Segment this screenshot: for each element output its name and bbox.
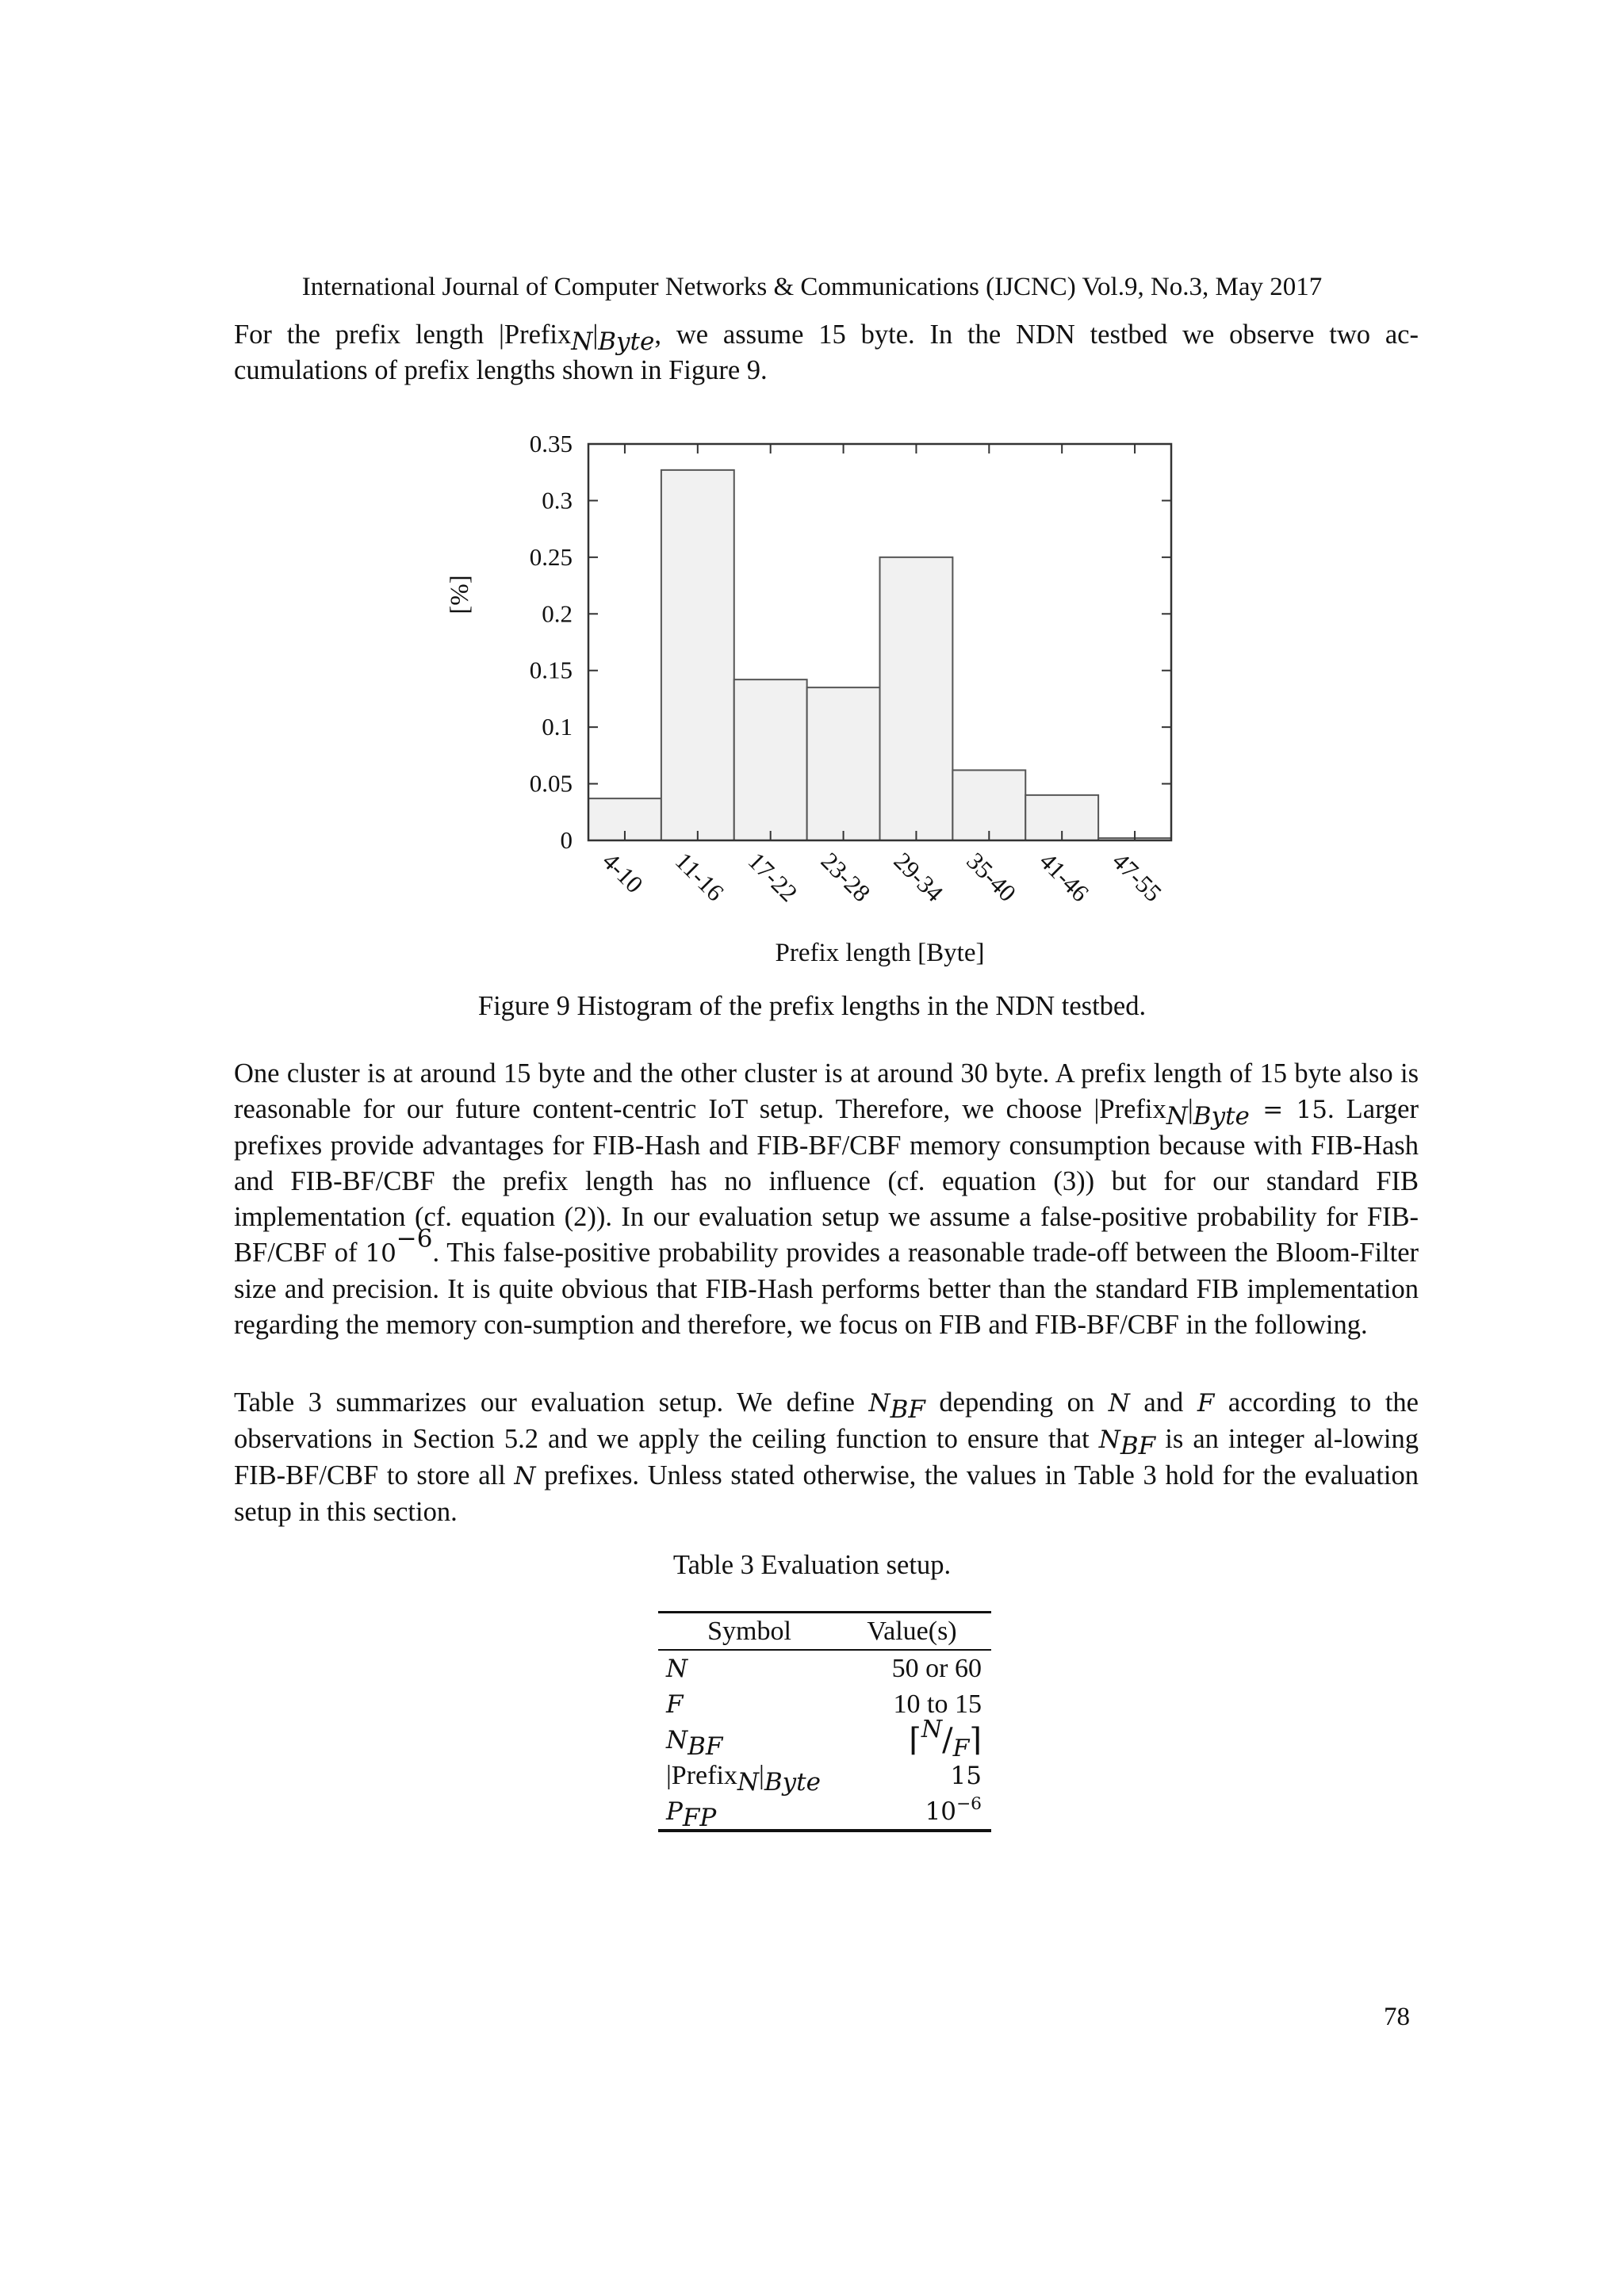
figure-caption: Figure 9 Histogram of the prefix lengths in the NDN testbed. [477, 991, 1147, 1021]
pfp-exp: −6 [956, 1793, 982, 1814]
setup-paragraph [234, 1385, 1419, 1530]
col-symbol-header: Symbol [707, 1616, 791, 1646]
p3-n: N [1108, 1389, 1130, 1418]
discussion-paragraph [234, 1056, 1419, 1343]
x-tick-label: 17-22 [742, 847, 803, 908]
sub-n: N [571, 327, 593, 356]
y-tick-label: 0.35 [529, 430, 573, 457]
histogram-bar [952, 770, 1025, 840]
p2-text-1: One cluster is at around 15 byte and the other cluster is at around 30 byte. A prefix length of 15 byte also is reasonable for our future content-centric IoT setup. Therefore, we choose |Prefix [234, 1058, 1419, 1124]
page-number: 78 [1384, 2003, 1410, 2031]
y-tick-label: 0.25 [529, 542, 573, 571]
pfp-base: 10 [925, 1797, 957, 1826]
journal-header: International Journal of Computer Networks & Communications (IJCNC) Vol.9, No.3, May 2017 [301, 273, 1323, 301]
symbol-n: N [666, 1654, 688, 1683]
x-tick-label: 35-40 [961, 847, 1022, 908]
p3-f: F [1197, 1389, 1215, 1418]
ceil-open: ⌈ [909, 1721, 921, 1758]
x-tick-label: 41-46 [1034, 847, 1095, 908]
p3-text-3: and [1129, 1387, 1197, 1418]
y-tick-label: 0.3 [542, 486, 573, 515]
y-tick-label: 0.15 [529, 656, 573, 684]
y-tick-label: 0.05 [529, 769, 573, 798]
intro-text: For the prefix length |Prefix [234, 320, 572, 350]
x-tick-label: 29-34 [888, 847, 949, 908]
y-tick-label: 0.2 [542, 599, 573, 628]
y-tick-label: 0 [560, 826, 573, 854]
ceil-den: F [952, 1734, 970, 1762]
bar: | [592, 320, 599, 350]
x-tick-label: 23-28 [815, 847, 876, 908]
p3-nbf: N [868, 1389, 891, 1418]
histogram-bar [880, 557, 953, 840]
value-f: 10 to 15 [893, 1689, 982, 1719]
symbol-prefix: |Prefix [666, 1760, 737, 1790]
p2-sub-byte: Byte [1193, 1101, 1250, 1131]
y-axis-label: [%] [446, 575, 474, 614]
x-tick-label: 47-55 [1107, 847, 1168, 908]
p2-eq: = 15 [1249, 1096, 1327, 1124]
p3-n2: N [514, 1462, 536, 1490]
ceil-num: N [921, 1715, 943, 1743]
prefix-length-histogram [428, 420, 1189, 967]
p3-text-5: is an integer al-lowing FIB-BF/CBF to store all [234, 1424, 1419, 1490]
table-row [658, 1651, 991, 1686]
value-ceiling [843, 1715, 991, 1762]
x-tick-label: 11-16 [669, 847, 730, 907]
p2-pow-base: 10 [365, 1239, 396, 1268]
histogram-bar [807, 687, 880, 840]
value-pfp [843, 1793, 991, 1826]
p2-bar: | [1187, 1094, 1193, 1124]
value-prefix: 15 [950, 1761, 982, 1790]
x-axis-label: Prefix length [Byte] [775, 939, 985, 967]
col-values-header: Value(s) [867, 1616, 957, 1646]
symbol-pfp: P [666, 1797, 683, 1826]
p3-nbf2: N [1098, 1425, 1120, 1454]
x-tick-label: 4-10 [596, 847, 649, 899]
p2-text-2: . Larger prefixes provide advantages for FIB-Hash and FIB-BF/CBF memory consumption because with FIB-Hash and FIB-BF/CBF the prefix length has no influence (cf. equation (3)) but for our standard FIB implementation (cf. equation (2)). In our evaluation setup we assume a false-positive probability for FIB-BF/CBF of [234, 1094, 1419, 1268]
intro-paragraph [234, 317, 1419, 388]
ceil-slash: / [942, 1721, 953, 1758]
p3-nbf2-sub: BF [1120, 1431, 1156, 1460]
p3-text-2: depending on [925, 1387, 1109, 1418]
p3-text-4: according to the observations in Section 5.2 and we apply the ceiling function to ensure that [234, 1387, 1419, 1454]
symbol-prefix-sub-n: N [737, 1767, 760, 1797]
table-header-row [658, 1613, 991, 1651]
symbol-f: F [666, 1689, 684, 1719]
p3-nbf-sub: BF [890, 1395, 925, 1424]
symbol-prefix-sub-byte: Byte [764, 1767, 821, 1797]
value-n: 50 or 60 [891, 1653, 982, 1683]
p2-sub-n: N [1166, 1101, 1188, 1131]
p3-text-6: prefixes. Unless stated otherwise, the values in Table 3 hold for the evaluation setup in this section. [234, 1460, 1419, 1527]
symbol-nbf-sub: BF [688, 1732, 723, 1761]
evaluation-setup-table [658, 1611, 991, 1832]
p3-text-1: Table 3 summarizes our evaluation setup. We define [234, 1387, 869, 1418]
sub-byte: Byte [598, 327, 655, 356]
table-caption: Table 3 Evaluation setup. [672, 1550, 952, 1580]
symbol-nbf: N [666, 1725, 688, 1755]
y-tick-label: 0.1 [542, 713, 573, 741]
symbol-prefix-bar: | [759, 1760, 764, 1790]
p2-text-3: . This false-positive probability provides a reasonable trade-off between the Bloom-Filter size and precision. It is quite obvious that FIB-Hash performs better than the standard FIB implementation regarding the memory con-sumption and therefore, we focus on FIB and FIB-BF/CBF in the following. [234, 1238, 1419, 1340]
table-row [658, 1715, 991, 1762]
p2-pow-exp: −6 [396, 1224, 433, 1253]
histogram-bar [661, 470, 734, 840]
table-row [658, 1758, 991, 1797]
histogram-bar [734, 679, 807, 840]
table-row [658, 1793, 991, 1832]
symbol-pfp-sub: FP [682, 1803, 717, 1832]
intro-text-rest: , we assume 15 byte. In the NDN testbed we observe two ac-cumulations of prefix lengths shown in Figure 9. [234, 320, 1419, 385]
ceil-close: ⌉ [969, 1721, 982, 1758]
